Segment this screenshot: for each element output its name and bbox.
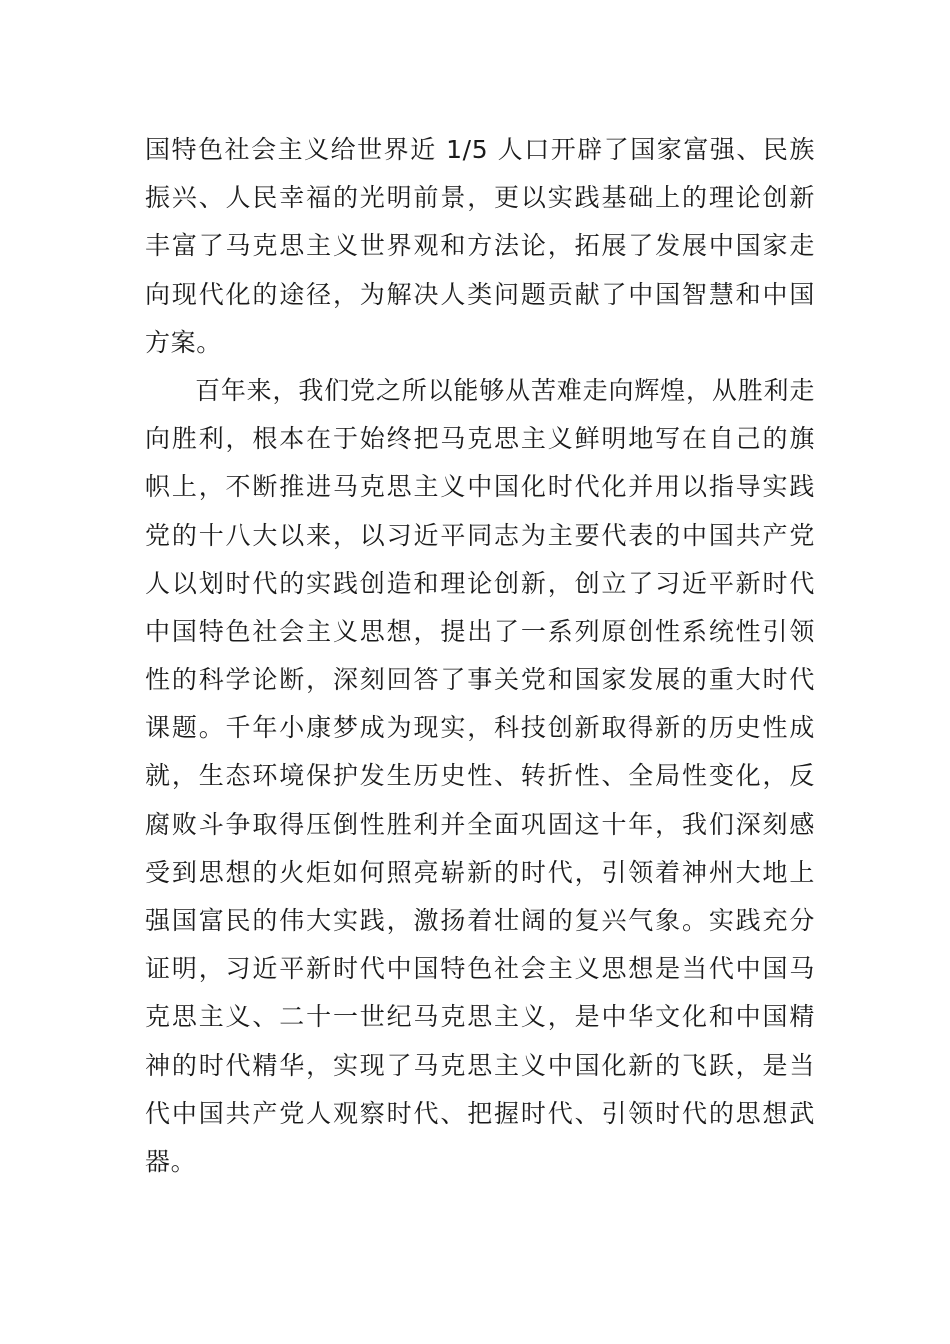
text-line: 腐败斗争取得压倒性胜利并全面巩固这十年，我们深刻感	[145, 809, 815, 839]
text-line: 代中国共产党人观察时代、把握时代、引领时代的思想武	[145, 1098, 815, 1128]
body-text	[145, 126, 815, 1186]
text-line: 课题。千年小康梦成为现实，科技创新取得新的历史性成	[145, 713, 815, 743]
text-line: 国特色社会主义给世界近 1/5 人口开辟了国家富强、民族	[145, 135, 815, 164]
text-line: 百年来，我们党之所以能够从苦难走向辉煌，从胜利走	[195, 375, 815, 405]
text-line: 党的十八大以来，以习近平同志为主要代表的中国共产党	[145, 520, 815, 550]
text-line: 丰富了马克思主义世界观和方法论，拓展了发展中国家走	[145, 231, 815, 261]
text-line: 证明，习近平新时代中国特色社会主义思想是当代中国马	[145, 954, 815, 984]
text-line: 受到思想的火炬如何照亮崭新的时代，引领着神州大地上	[145, 857, 815, 887]
text-line: 方案。	[145, 327, 222, 357]
text-line: 帜上，不断推进马克思主义中国化时代化并用以指导实践	[145, 472, 815, 502]
text-line: 振兴、人民幸福的光明前景，更以实践基础上的理论创新	[145, 183, 815, 213]
text-line: 克思主义、二十一世纪马克思主义，是中华文化和中国精	[145, 1002, 815, 1032]
text-line: 器。	[145, 1146, 197, 1176]
text-line: 就，生态环境保护发生历史性、转折性、全局性变化，反	[145, 761, 815, 791]
text-line: 性的科学论断，深刻回答了事关党和国家发展的重大时代	[145, 665, 815, 695]
text-line: 中国特色社会主义思想，提出了一系列原创性系统性引领	[145, 616, 815, 646]
text-line: 人以划时代的实践创造和理论创新，创立了习近平新时代	[145, 568, 815, 598]
text-line: 向现代化的途径，为解决人类问题贡献了中国智慧和中国	[145, 279, 815, 309]
text-line: 向胜利，根本在于始终把马克思主义鲜明地写在自己的旗	[145, 424, 815, 454]
text-line: 强国富民的伟大实践，激扬着壮阔的复兴气象。实践充分	[145, 906, 815, 935]
text-line: 神的时代精华，实现了马克思主义中国化新的飞跃，是当	[145, 1050, 815, 1080]
